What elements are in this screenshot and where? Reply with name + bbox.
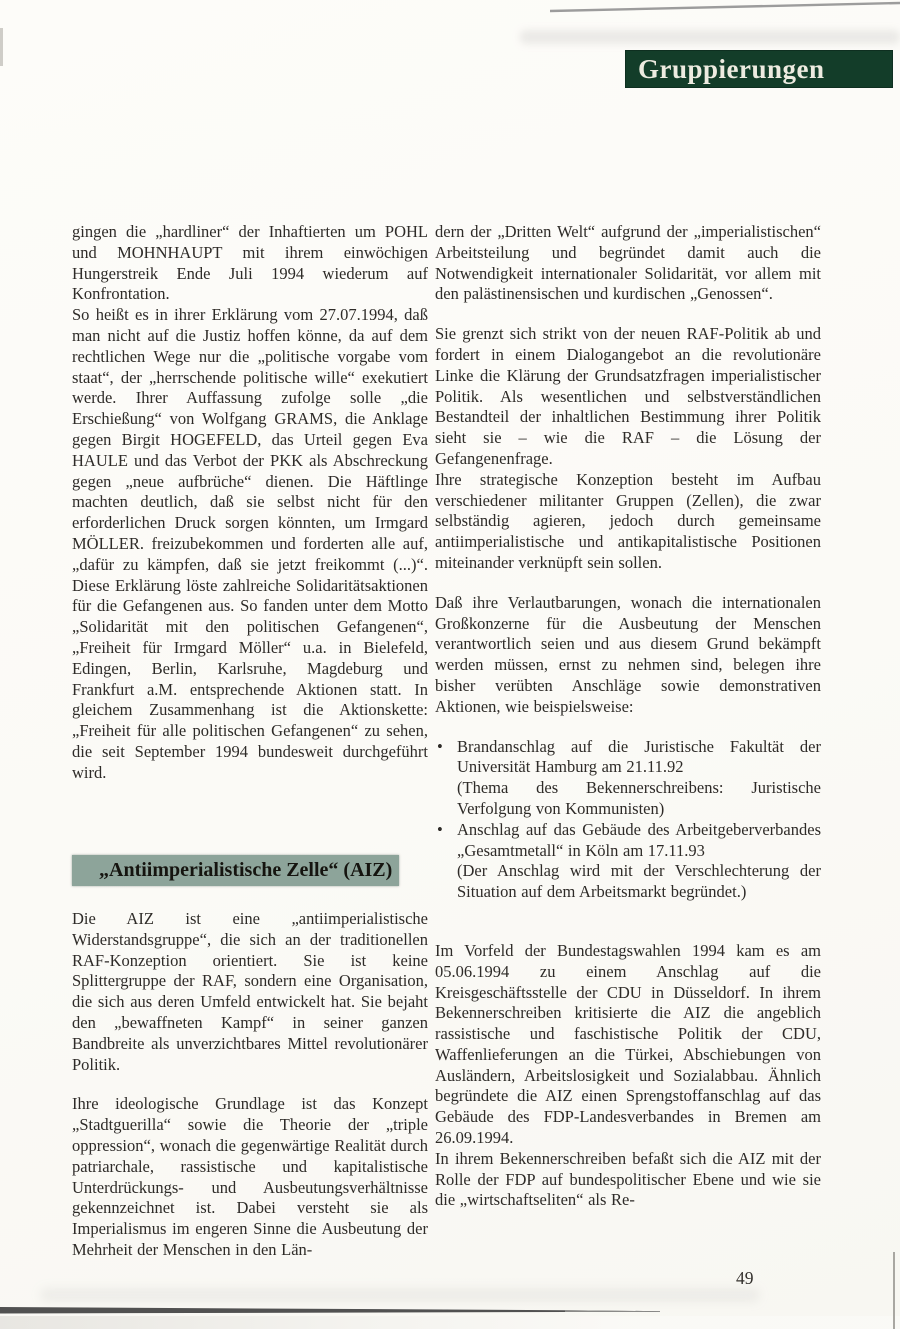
- page-number: 49: [736, 1268, 754, 1288]
- bullet-text: Brandanschlag auf die Juristische Fakultät der Universität Hamburg am 21.11.92: [457, 736, 821, 777]
- subsection-heading-aiz: [72, 855, 399, 886]
- bullet-note: (Thema des Bekennerschreibens: Juristische Verfolgung von Kommunisten): [457, 778, 821, 818]
- bullet-note: (Der Anschlag wird mit der Verschlechterung der Situation auf dem Arbeitsmarkt begründet.): [457, 861, 821, 902]
- paragraph: Ihre ideologische Grundlage ist das Konzept „Stadtguerilla“ sowie die Theorie der „triple oppression“, wonach die gegenwärtige Realität durch patriarchale, rassistische und kapitalistische Unterdrückungs- und Ausbeutungsverhältnisse gekennzeichnet ist. Dabei versteht sie als Imperialismus im engeren Sinne die Ausbeutung der Mehrheit der Menschen in den Län-: [72, 1094, 428, 1259]
- scan-artifact-bottom-smudge: [40, 1288, 760, 1302]
- bullet-body: [457, 737, 821, 820]
- scan-artifact-bottom-line: [0, 1303, 660, 1319]
- bullet-text: Anschlag auf das Gebäude des Arbeitgeberverbandes „Gesamtmetall“ in Köln am 17.11.93: [457, 819, 821, 860]
- paragraph: gingen die „hardliner“ der Inhaftierten um POHL und MOHNHAUPT mit ihrem einwöchigen Hungerstreik Ende Juli 1994 wiederum auf Konfrontation.: [72, 222, 428, 304]
- paragraph: Ihre strategische Konzeption besteht im Aufbau verschiedener militanter Gruppen (Zellen), die zwar selbständig agieren, jedoch durch gemeinsame antiimperialistische und antikapitalistische Positionen miteinander verknüpft sein sollen.: [435, 469, 821, 572]
- right-column: [435, 222, 821, 1211]
- bullet-icon: •: [437, 819, 443, 839]
- subsection-heading-title: „Antiimperialistische Zelle“ (AIZ): [99, 859, 393, 881]
- scan-artifact-left-edge: [0, 28, 3, 66]
- paragraph: In ihrem Bekennerschreiben befaßt sich die AIZ mit der Rolle der FDP auf bundespolitischer Ebene und wie sie die „wirtschaftseliten“ als Re-: [435, 1148, 821, 1210]
- bullet-item: [435, 737, 821, 820]
- paragraph: Die AIZ ist eine „antiimperialistische Widerstandsgruppe“, die sich an der traditionellen RAF-Konzeption orientiert. Sie ist keine Splittergruppe der RAF, sondern eine Organisation, die sich aus deren Umfeld entwickelt hat. Sie bejaht den „bewaffneten Kampf“ in seiner ganzen Bandbreite als unverzichtbares Mittel revolutionärer Politik.: [72, 909, 428, 1074]
- left-column-lower: [72, 909, 428, 1261]
- scan-artifact-bottom-strip: [0, 1316, 900, 1329]
- bullet-body: [457, 820, 821, 903]
- scan-artifact-top-line: [550, 0, 900, 16]
- bullet-item: [435, 820, 821, 903]
- paragraph: So heißt es in ihrer Erklärung vom 27.07.1994, daß man nicht auf die Justiz hoffen könne, da auf dem rechtlichen Wege nur die „politische vorgabe vom staat“, der „herrschende politische wille“ exekutiert werde. Ihrer Auffassung zufolge solle „die Erschießung“ von Wolfgang GRAMS, die Anklage gegen Birgit HOGEFELD, das Urteil gegen Eva HAULE und das Verbot der PKK als Abschreckung gegen „neue aufbrüche“ dienen. Die Häftlinge machten deutlich, daß sie selbst nicht für den erforderlichen Druck sorgen könnten, um Irmgard MÖLLER. freizubekommen und forderten alle auf, „dafür zu kämpfen, daß sie jetzt freikommt (...)“. Diese Erklärung löste zahlreiche Solidaritätsaktionen für die Gefangenen aus. So fanden unter dem Motto „Solidarität mit den politischen Gefangenen“, „Freiheit für Irmgard Möller“ u.a. in Bielefeld, Edingen, Berlin, Karlsruhe, Magdeburg und Frankfurt a.M. entsprechende Aktionen statt. In gleichem Zusammenhang ist die Aktionskette: „Freiheit für alle politischen Gefangenen“ zu sehen, die seit September 1994 bundesweit durchgeführt wird.: [72, 305, 428, 782]
- paragraph: Sie grenzt sich strikt von der neuen RAF-Politik ab und fordert in einem Dialogangebot an die revolutionäre Linke die Klärung der Grundsatzfragen imperialistischer Politik. Als wesentlichen und selbstverständlichen Bestandteil der inhaltlichen Bestimmung ihrer Politik sieht sie – wie die RAF – die Lösung der Gefangenenfrage.: [435, 324, 821, 468]
- paragraph: Daß ihre Verlautbarungen, wonach die internationalen Großkonzerne für die Ausbeutung der Menschen verantwortlich seien und aus diesem Grund bekämpft werden müssen, ernst zu nehmen sind, belegen ihre bisher verübten Anschläge sowie demonstrativen Aktionen, wie beispielsweise:: [435, 592, 821, 716]
- bullet-icon: •: [437, 736, 443, 756]
- left-column-upper: [72, 222, 428, 784]
- section-banner: [625, 50, 893, 88]
- paragraph: dern der „Dritten Welt“ aufgrund der „imperialistischen“ Arbeitsteilung und begründet damit auch die Notwendigkeit internationaler Solidarität, vor allem mit den palästinensischen und kurdischen „Genossen“.: [435, 222, 821, 304]
- scan-artifact-smudge: [520, 30, 900, 44]
- scan-artifact-right-edge: [893, 1252, 895, 1329]
- paragraph: Im Vorfeld der Bundestagswahlen 1994 kam es am 05.06.1994 zu einem Anschlag auf die Kreisgeschäftsstelle der CDU in Düsseldorf. In ihrem Bekennerschreiben kritisierte die AIZ die angeblich rassistische und faschistische Politik der CDU, Waffenlieferungen an die Türkei, Abschiebungen von Ausländern, Arbeitslosigkeit und Sozialabbau. Ähnlich begründete die AIZ einen Sprengstoffanschlag auf das Gebäude des FDP-Landesverbandes in Bremen am 26.09.1994.: [435, 940, 821, 1148]
- bullet-list: [435, 737, 821, 903]
- section-banner-title: Gruppierungen: [638, 53, 825, 84]
